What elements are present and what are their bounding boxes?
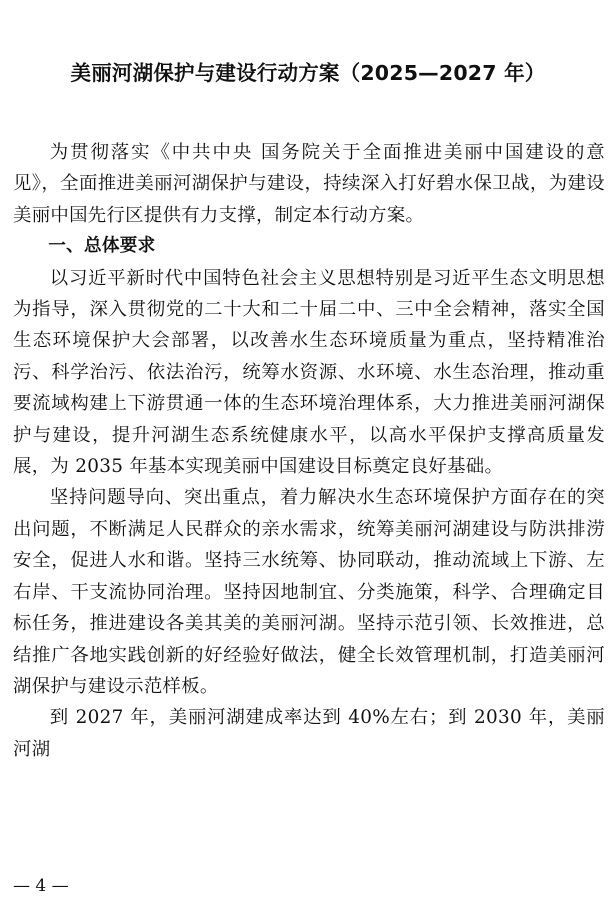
page-number: — 4 — xyxy=(13,876,69,896)
paragraph-guiding-thought: 以习近平新时代中国特色社会主义思想特别是习近平生态文明思想为指导，深入贯彻党的二十大和二十届二中、三中全会精神，落实全国生态环境保护大会部署，以改善水生态环境质量为重点，坚持精准治污、科学治污、依法治污，统筹水资源、水环境、水生态治理，推动重要流域构建上下游贯通一体的生态环境治理体系，大力推进美丽河湖保护与建设，提升河湖生态系统健康水平，以高水平保护支撑高质量发展，为 2035 年基本实现美丽中国建设目标奠定良好基础。 xyxy=(13,267,605,478)
paragraph-principles: 坚持问题导向、突出重点，着力解决水生态环境保护方面存在的突出问题，不断满足人民群众的亲水需求，统筹美丽河湖建设与防洪排涝安全，促进人水和谐。坚持三水统筹、协同联动，推动流域上下游、左右岸、干支流协同治理。坚持因地制宜、分类施策，科学、合理确定目标任务，推进建设各美其美的美丽河湖。坚持示范引领、长效推进，总结推广各地实践创新的好经验好做法，健全长效管理机制，打造美丽河湖保护与建设示范样板。 xyxy=(13,487,605,697)
document-body xyxy=(13,137,605,760)
document-title: 美丽河湖保护与建设行动方案（2025—2027 年） xyxy=(70,61,546,85)
paragraph-targets: 到 2027 年，美丽河湖建成率达到 40%左右；到 2030 年，美丽河湖 xyxy=(13,707,605,760)
section-heading-general-requirements: 一、总体要求 xyxy=(48,236,156,257)
intro-paragraph: 为贯彻落实《中共中央 国务院关于全面推进美丽中国建设的意见》，全面推进美丽河湖保护与建设，持续深入打好碧水保卫战，为建设美丽中国先行区提供有力支撑，制定本行动方案。 xyxy=(13,142,605,226)
